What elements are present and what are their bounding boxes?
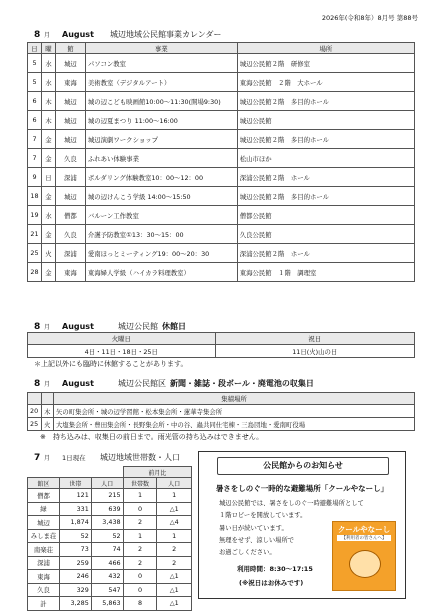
calendar-row <box>28 73 415 92</box>
calendar-cell: 深浦 <box>55 168 85 187</box>
notice-closed: (※祝日はお休みです) <box>239 579 304 587</box>
calendar-cell: 水 <box>41 54 55 73</box>
population-cell: 8 <box>123 597 157 611</box>
calendar-cell: 19 <box>28 206 42 225</box>
poster-subtitle: 【利用者の皆さんへ】 <box>337 535 391 541</box>
population-header-delta: 前月比 <box>123 467 191 478</box>
calendar-cell: 金 <box>41 263 55 282</box>
calendar-cell: 5 <box>28 73 42 92</box>
recycling-cell: 木 <box>41 405 53 418</box>
population-table <box>27 466 192 611</box>
calendar-cell: パソコン教室 <box>85 54 237 73</box>
population-cell: △1 <box>157 583 192 597</box>
calendar-body <box>28 54 415 282</box>
population-cell: 73 <box>59 543 91 557</box>
population-header-cell: 世帯 <box>59 478 91 489</box>
calendar-cell: 東海公民館 １階 調理室 <box>237 263 414 282</box>
holiday-table <box>27 332 415 358</box>
notice-hours: 利用時間：8:30～17:15 <box>237 565 313 573</box>
population-row <box>28 489 192 503</box>
population-row <box>28 502 192 516</box>
calendar-cell: 城辺公民館２階 研修室 <box>237 54 414 73</box>
calendar-cell: 火 <box>41 244 55 263</box>
holiday-header-national: 祝日 <box>215 333 414 345</box>
notice-body-line: １階ロビーを開放しています。 <box>219 512 307 519</box>
population-cell: 52 <box>91 529 123 543</box>
calendar-cell: 城辺公民館２階 多目的ホール <box>237 92 414 111</box>
recycling-title-row <box>34 378 314 389</box>
population-cell: 3,438 <box>91 516 123 530</box>
calendar-cell: 6 <box>28 111 42 130</box>
notice-box <box>198 451 406 599</box>
holiday-national-dates: 11日(火)山の日 <box>215 345 414 358</box>
calendar-cell: ふれあい体験事業 <box>85 149 237 168</box>
population-cell: 0 <box>123 570 157 584</box>
calendar-cell: 金 <box>41 130 55 149</box>
population-cell: 246 <box>59 570 91 584</box>
population-header-cell: 館区 <box>28 478 60 489</box>
holiday-tuesday-dates: 4日・11日・18日・25日 <box>28 345 216 358</box>
population-cell: 0 <box>123 502 157 516</box>
calendar-cell: 木 <box>41 92 55 111</box>
holiday-header-tuesday: 火曜日 <box>28 333 216 345</box>
population-row <box>28 543 192 557</box>
calendar-row <box>28 263 415 282</box>
calendar-cell: 松山市ほか <box>237 149 414 168</box>
population-cell: 121 <box>59 489 91 503</box>
population-cell: 52 <box>59 529 91 543</box>
recycling-title: 新聞・雑誌・段ボール・廃電池の収集日 <box>170 379 314 388</box>
calendar-cell: 25 <box>28 244 42 263</box>
calendar-cell: 東海 <box>55 73 85 92</box>
population-cell: 3,285 <box>59 597 91 611</box>
population-cell: 南楽荘 <box>28 543 60 557</box>
calendar-cell: 久良公民館 <box>237 225 414 244</box>
calendar-cell: バルーン工作教室 <box>85 206 237 225</box>
issue-line: 2026年(令和8年）8月号 第88号 <box>321 14 418 22</box>
calendar-cell: 7 <box>28 149 42 168</box>
population-cell: 城辺 <box>28 516 60 530</box>
recycling-body <box>28 405 415 431</box>
calendar-title: 城辺地域公民館事業カレンダー <box>110 30 222 39</box>
calendar-cell: 金 <box>41 225 55 244</box>
calendar-cell: 金 <box>41 187 55 206</box>
population-cell: 639 <box>91 502 123 516</box>
holiday-title-row <box>34 321 186 332</box>
poster-title: クールやなーし <box>337 525 391 534</box>
calendar-table <box>27 42 415 282</box>
population-cell: 2 <box>123 556 157 570</box>
calendar-cell: 深浦公民館２階 ホール <box>237 168 414 187</box>
population-row <box>28 597 192 611</box>
population-cell: 2 <box>123 516 157 530</box>
population-header-cell: 世帯数 <box>123 478 157 489</box>
recycling-header-cell <box>41 393 53 405</box>
calendar-header-cell: 曜 <box>41 43 55 54</box>
population-cell: 74 <box>91 543 123 557</box>
calendar-cell: ボルダリング体験教室10：00～12：00 <box>85 168 237 187</box>
calendar-cell: 愛南ほっとミーティング19：00～20：30 <box>85 244 237 263</box>
recycling-table <box>27 392 415 431</box>
calendar-cell: 僧都公民館 <box>237 206 414 225</box>
calendar-row <box>28 92 415 111</box>
recycling-title-prefix: 城辺公民館区 <box>118 379 166 388</box>
population-cell: 僧都 <box>28 489 60 503</box>
population-cell: △1 <box>157 502 192 516</box>
recycling-note: ※ 持ち込みは、収集日の前日まで。雨光管の持ち込みはできません。 <box>40 433 264 441</box>
calendar-cell: 城辺 <box>55 54 85 73</box>
calendar-cell: 28 <box>28 263 42 282</box>
recycling-header-row <box>28 393 415 405</box>
population-row <box>28 583 192 597</box>
population-cell: 466 <box>91 556 123 570</box>
population-cell: 329 <box>59 583 91 597</box>
calendar-header-cell: 館 <box>55 43 85 54</box>
calendar-row <box>28 244 415 263</box>
recycling-cell: 大塩集会所・豊田集会所・長野集会所・中の谷、蟲共同仕宅棟・三島団地・愛南町役場 <box>53 418 414 431</box>
recycling-header-cell: 集積場所 <box>53 393 414 405</box>
calendar-title-row <box>34 29 221 40</box>
calendar-cell: 久良 <box>55 149 85 168</box>
recycling-month-num: 8 <box>34 379 41 389</box>
population-month-num: 7 <box>34 453 41 463</box>
population-cell: 547 <box>91 583 123 597</box>
population-cell: 259 <box>59 556 91 570</box>
calendar-header-cell: 事業 <box>85 43 237 54</box>
notice-lead: 暑さをしのぐ一時的な避難場所「クールやなーし」 <box>215 484 389 493</box>
population-header-cell: 人口 <box>157 478 192 489</box>
population-cell: 東海 <box>28 570 60 584</box>
population-cell: 0 <box>123 583 157 597</box>
calendar-cell: 21 <box>28 225 42 244</box>
calendar-cell: 7 <box>28 130 42 149</box>
calendar-cell: 金 <box>41 149 55 168</box>
population-cell: 1,874 <box>59 516 91 530</box>
calendar-cell: 城の辺けんこう学級 14:00～15:50 <box>85 187 237 206</box>
population-cell: 久良 <box>28 583 60 597</box>
calendar-cell: 6 <box>28 92 42 111</box>
holiday-note: ＊上記以外にも臨時に休館することがあります。 <box>34 360 188 368</box>
notice-body-line: 無理をせず、涼しい場所で <box>219 537 295 544</box>
holiday-month-kanji: 月 <box>44 324 51 331</box>
population-cell: 2 <box>157 556 192 570</box>
holiday-title: 休館日 <box>162 322 186 331</box>
population-row <box>28 556 192 570</box>
population-cell: 1 <box>123 489 157 503</box>
calendar-cell: 久良 <box>55 225 85 244</box>
population-row <box>28 529 192 543</box>
calendar-cell: 城の辺夏まつり 11:00～16:00 <box>85 111 237 130</box>
recycling-month-kanji: 月 <box>44 381 51 388</box>
calendar-cell: 城辺 <box>55 92 85 111</box>
calendar-row <box>28 206 415 225</box>
calendar-header-cell: 日 <box>28 43 42 54</box>
notice-body-line: お過ごしください。 <box>219 549 276 556</box>
calendar-month-en: August <box>62 30 94 39</box>
population-header-row <box>28 478 192 489</box>
population-cell: みしま荘 <box>28 529 60 543</box>
population-month-kanji: 月 <box>44 455 51 462</box>
calendar-cell: 城の辺こども映画館10:00～11:30(開場9:30) <box>85 92 237 111</box>
calendar-cell: 東海婦人学級（ハイカラ料理教室） <box>85 263 237 282</box>
calendar-cell: 城辺 <box>55 130 85 149</box>
calendar-cell: 介護予防教室①13：30～15：00 <box>85 225 237 244</box>
calendar-cell: 水 <box>41 206 55 225</box>
population-cell: △1 <box>157 597 192 611</box>
population-cell: 432 <box>91 570 123 584</box>
calendar-cell: 東海 <box>55 263 85 282</box>
recycling-cell: 25 <box>28 418 42 431</box>
holiday-month-num: 8 <box>34 322 41 332</box>
calendar-row <box>28 149 415 168</box>
calendar-cell: 5 <box>28 54 42 73</box>
population-title-row <box>34 452 180 463</box>
population-cell: 1 <box>157 529 192 543</box>
population-cell: 1 <box>123 529 157 543</box>
notice-body-line: 暑い日が続いています。 <box>219 525 288 532</box>
calendar-cell: 深浦公民館２階 ホール <box>237 244 414 263</box>
calendar-row <box>28 54 415 73</box>
holiday-month-en: August <box>62 322 94 331</box>
calendar-cell: 城辺公民館２階 多目的ホール <box>237 130 414 149</box>
calendar-row <box>28 187 415 206</box>
population-row <box>28 570 192 584</box>
population-cell: △1 <box>157 570 192 584</box>
population-cell: 2 <box>157 543 192 557</box>
recycling-cell: 矢の町集会所・城の辺学習館・松本集会所・蓮華寺集会所 <box>53 405 414 418</box>
recycling-month-en: August <box>62 379 94 388</box>
population-cell: 5,863 <box>91 597 123 611</box>
calendar-row <box>28 168 415 187</box>
calendar-cell: 僧都 <box>55 206 85 225</box>
recycling-cell: 20 <box>28 405 42 418</box>
calendar-row <box>28 130 415 149</box>
notice-body-line: 城辺公民館では、暑さをしのぐ一時避難場所として <box>219 500 364 507</box>
population-date: 1日現在 <box>62 454 86 462</box>
calendar-cell: 9 <box>28 168 42 187</box>
calendar-cell: 東海公民館 ２階 大ホール <box>237 73 414 92</box>
population-cell: 1 <box>157 489 192 503</box>
population-title: 城辺地域世帯数・人口 <box>100 453 180 462</box>
population-cell: △4 <box>157 516 192 530</box>
recycling-row <box>28 405 415 418</box>
calendar-cell: 美術教室（デジタルアート） <box>85 73 237 92</box>
population-cell: 2 <box>123 543 157 557</box>
calendar-cell: 城辺公民館 <box>237 111 414 130</box>
calendar-row <box>28 111 415 130</box>
population-header-cell: 人口 <box>91 478 123 489</box>
recycling-cell: 火 <box>41 418 53 431</box>
notice-heading: 公民館からのお知らせ <box>217 457 389 475</box>
mascot-icon <box>349 550 381 578</box>
population-cell: 計 <box>28 597 60 611</box>
calendar-row <box>28 225 415 244</box>
calendar-cell: 木 <box>41 111 55 130</box>
population-cell: 331 <box>59 502 91 516</box>
cool-shelter-poster <box>332 521 396 591</box>
population-row <box>28 516 192 530</box>
population-cell: 緑 <box>28 502 60 516</box>
calendar-cell: 城辺演劇ワークショップ <box>85 130 237 149</box>
calendar-month-kanji: 月 <box>44 32 51 39</box>
recycling-row <box>28 418 415 431</box>
calendar-cell: 日 <box>41 168 55 187</box>
calendar-cell: 城辺 <box>55 111 85 130</box>
holiday-title-prefix: 城辺公民館 <box>118 322 158 331</box>
calendar-cell: 城辺 <box>55 187 85 206</box>
calendar-cell: 18 <box>28 187 42 206</box>
calendar-cell: 城辺公民館２階 多目的ホール <box>237 187 414 206</box>
recycling-header-cell <box>28 393 42 405</box>
population-cell: 深浦 <box>28 556 60 570</box>
calendar-month-num: 8 <box>34 30 41 40</box>
population-cell: 215 <box>91 489 123 503</box>
calendar-cell: 水 <box>41 73 55 92</box>
calendar-header-row <box>28 43 415 54</box>
population-body <box>28 489 192 611</box>
calendar-cell: 深浦 <box>55 244 85 263</box>
calendar-header-cell: 場所 <box>237 43 414 54</box>
